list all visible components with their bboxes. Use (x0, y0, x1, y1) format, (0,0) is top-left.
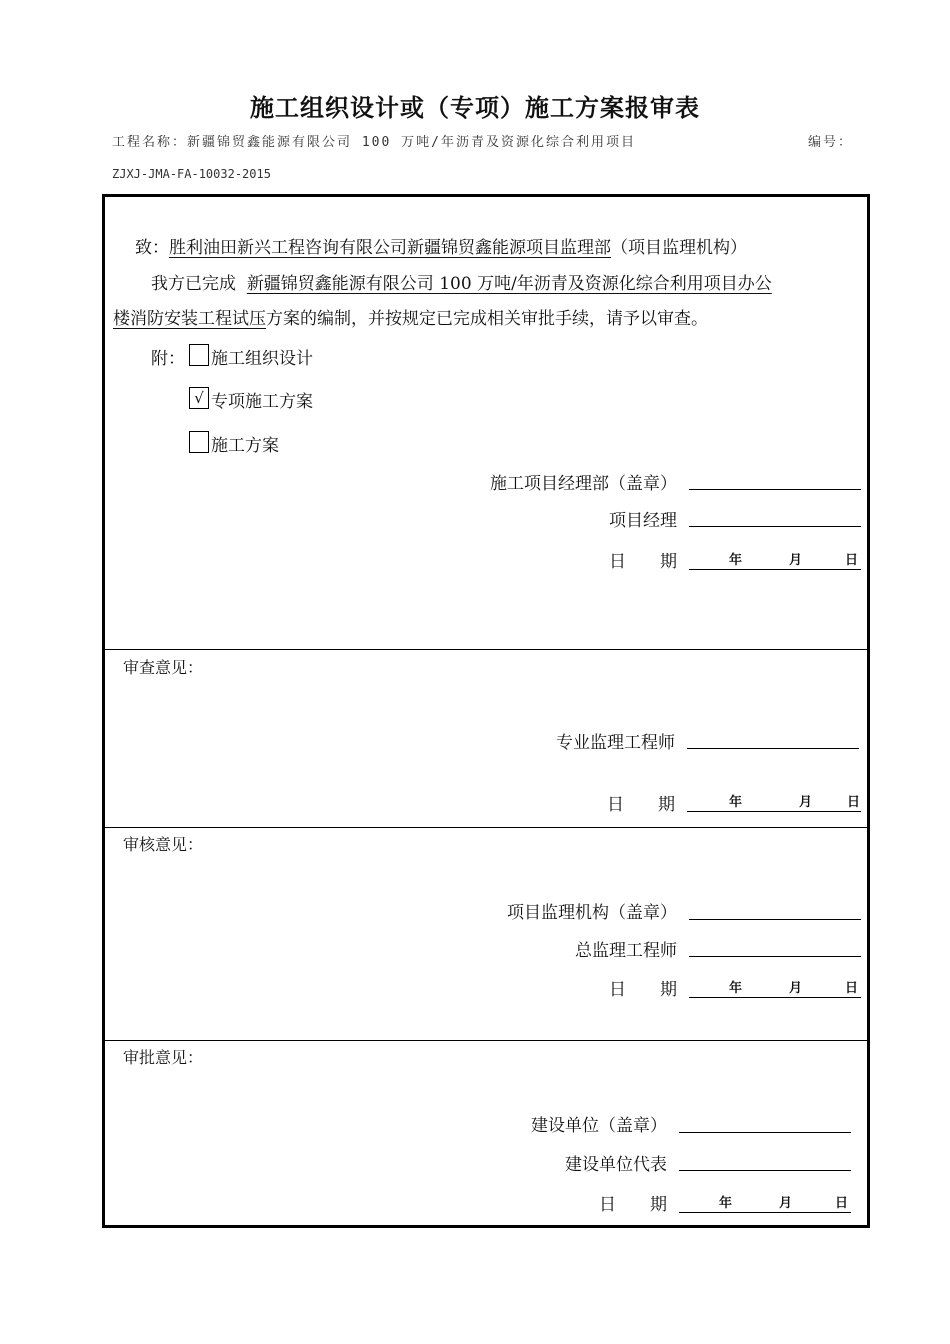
date-day-3: 日 (845, 981, 859, 996)
date-month-4: 月 (779, 1196, 793, 1211)
to-line (135, 233, 747, 258)
chief-engineer-label: 总监理工程师 (575, 941, 677, 961)
owner-unit-signature-line[interactable] (679, 1132, 851, 1133)
body-prefix: 我方已完成 (151, 274, 236, 294)
date-year-1: 年 (729, 553, 743, 568)
form-title: 施工组织设计或（专项）施工方案报审表 (250, 93, 700, 122)
project-manager-signature-line[interactable] (689, 526, 861, 527)
date-year-4: 年 (719, 1196, 733, 1211)
body-project-line1: 新疆锦贸鑫能源有限公司 100 万吨/年沥青及资源化综合利用项目办公 (246, 274, 772, 294)
supervisor-engineer-label: 专业监理工程师 (556, 733, 675, 753)
number-value: ZJXJ-JMA-FA-10032-2015 (112, 167, 271, 181)
date-label-3: 日 期 (609, 980, 677, 1000)
date-field-2[interactable] (687, 789, 861, 812)
project-manager-label: 项目经理 (609, 511, 677, 531)
option-label-2: 施工方案 (211, 436, 279, 456)
date-month-3: 月 (789, 981, 803, 996)
date-day-2: 日 (847, 795, 861, 810)
option-label-0: 施工组织设计 (211, 349, 313, 369)
option-checkbox-1[interactable]: √ (189, 387, 209, 409)
supervisor-engineer-signature-line[interactable] (687, 748, 859, 749)
date-label-2: 日 期 (607, 795, 675, 815)
review-heading: 审查意见： (123, 658, 204, 677)
body-project-line2: 楼消防安装工程试压 (113, 309, 266, 329)
option-label-1: 专项施工方案 (211, 392, 313, 412)
body-suffix: 方案的编制，并按规定已完成相关审批手续，请予以审查。 (266, 309, 708, 329)
date-field-3[interactable] (689, 975, 861, 998)
date-label-1: 日 期 (609, 552, 677, 572)
date-field-1[interactable] (689, 547, 861, 570)
to-suffix: （项目监理机构） (611, 238, 747, 258)
to-organization: 胜利油田新兴工程咨询有限公司新疆锦贸鑫能源项目监理部 (169, 238, 611, 258)
approval-table (102, 194, 870, 1228)
contractor-dept-signature-line[interactable] (689, 489, 861, 490)
date-year-3: 年 (729, 981, 743, 996)
number-label: 编号： (808, 135, 854, 150)
option-checkbox-0[interactable] (189, 344, 209, 366)
project-name: 工程名称：新疆锦贸鑫能源有限公司 100 万吨/年沥青及资源化综合利用项目 (112, 135, 636, 150)
approval-heading: 审批意见： (123, 1048, 204, 1067)
contractor-dept-label: 施工项目经理部（盖章） (490, 474, 677, 494)
chief-engineer-signature-line[interactable] (689, 956, 861, 957)
supervision-org-label: 项目监理机构（盖章） (507, 903, 677, 923)
audit-heading: 审核意见： (123, 835, 204, 854)
date-month-2: 月 (799, 795, 813, 810)
date-year-2: 年 (729, 795, 743, 810)
body-line-1 (151, 269, 772, 294)
owner-unit-label: 建设单位（盖章） (531, 1116, 667, 1136)
owner-rep-signature-line[interactable] (679, 1170, 851, 1171)
body-line-2 (113, 304, 708, 329)
approval-section (105, 1040, 867, 1229)
date-day-1: 日 (845, 553, 859, 568)
supervision-org-signature-line[interactable] (689, 919, 861, 920)
review-section (105, 649, 867, 826)
owner-rep-label: 建设单位代表 (565, 1155, 667, 1175)
audit-section (105, 827, 867, 1040)
date-label-4: 日 期 (599, 1195, 667, 1215)
date-day-4: 日 (835, 1196, 849, 1211)
option-checkbox-2[interactable] (189, 431, 209, 453)
attach-label: 附： (151, 349, 185, 369)
date-month-1: 月 (789, 553, 803, 568)
to-prefix: 致： (135, 238, 169, 258)
date-field-4[interactable] (679, 1190, 851, 1213)
